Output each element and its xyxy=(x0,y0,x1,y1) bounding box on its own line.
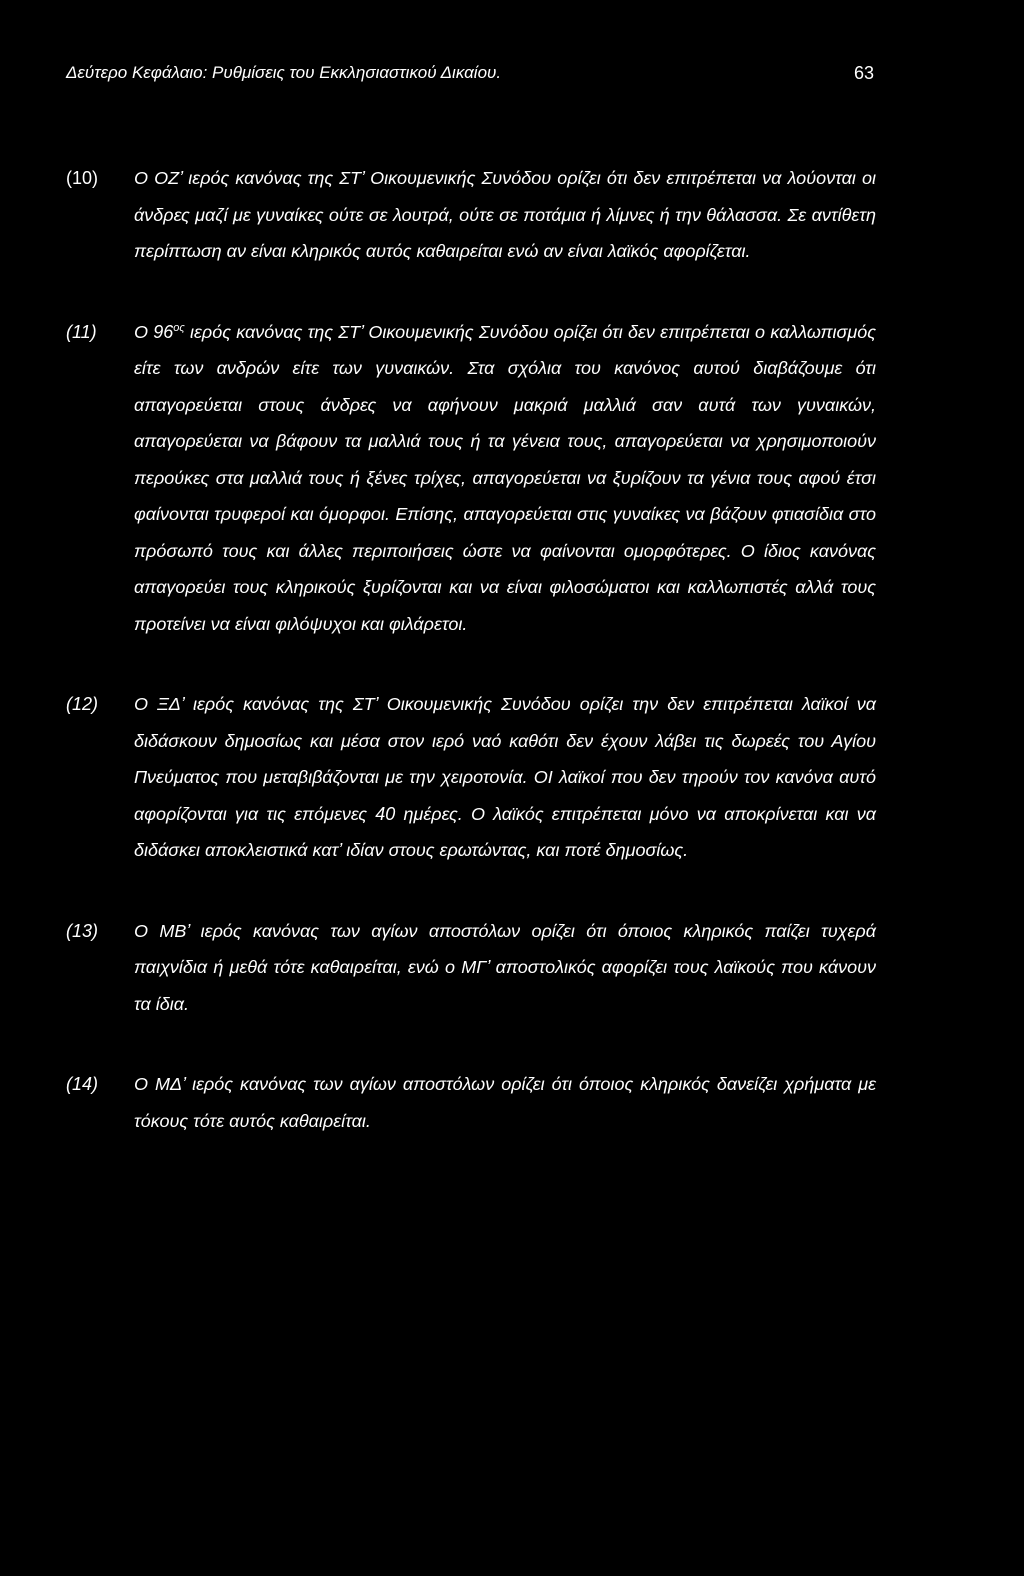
chapter-title: Δεύτερο Κεφάλαιο: Ρυθμίσεις του Εκκλησιαστικού Δικαίου. xyxy=(66,63,502,82)
footnote-13 xyxy=(66,913,876,1023)
footnote-number: (14) xyxy=(66,1074,99,1094)
footnote-number: (10) xyxy=(66,168,99,188)
footnote-number: (12) xyxy=(66,694,99,714)
footnote-10 xyxy=(66,160,876,270)
footnote-text xyxy=(134,314,876,643)
footnote-text-rest: ιερός κανόνας της ΣΤ’ Οικουμενικής Συνόδου ορίζει ότι δεν επιτρέπεται ο καλλωπισμός είτε των ανδρών είτε των γυναικών. Στα σχόλια του κανόνος αυτού διαβάζουμε ότι απαγορεύεται στους άνδρες να αφήνουν μακριά μαλλιά σαν αυτά των γυναικών, απαγορεύεται να βάφουν τα μαλλιά τους ή τα γένεια τους, απαγορεύεται να χρησιμοποιούν περούκες στα μαλλιά τους ή ξένες τρίχες, απαγορεύεται να ξυρίζουν τα γένια τους αφού έτσι φαίνονται τρυφεροί και όμορφοι. Επίσης, απαγορεύεται στις γυναίκες να βάζουν φτιασίδια στο πρόσωπό τους και άλλες περιποιήσεις ώστε να φαίνονται ομορφότερες. Ο ίδιος κανόνας απαγορεύει τους κληρικούς ξυρίζονται και να είναι φιλοσώματοι και καλλωπιστές αλλά τους προτείνει να είναι φιλόψυχοι και φιλάρετοι. xyxy=(134,321,876,634)
ordinal-suffix: ος xyxy=(173,321,185,334)
footnote-number: (13) xyxy=(66,920,99,941)
page-header xyxy=(66,58,874,88)
footnote-text: Ο ΞΔ’ ιερός κανόνας της ΣΤ’ Οικουμενικής Συνόδου ορίζει την δεν επιτρέπεται λαϊκοί να διδάσκουν δημοσίως και μέσα στον ιερό ναό καθότι δεν έχουν λάβει τις δωρεές του Αγίου Πνεύματος που μεταβιβάζονται με την χειροτονία. ΟΙ λαϊκοί που δεν τηρούν τον κανόνα αυτό αφορίζονται για τις επόμενες 40 ημέρες. Ο λαϊκός επιτρέπεται μόνο να αποκρίνεται και να διδάσκει αποκλειστικά κατ’ ιδίαν στους ερωτώντας, και ποτέ δημοσίως. xyxy=(134,694,876,860)
footnote-12 xyxy=(66,686,876,869)
page-number: 63 xyxy=(853,62,874,83)
footnote-14 xyxy=(66,1066,876,1139)
footnote-number: (11) xyxy=(66,321,97,342)
footnote-text: Ο ΜΔ’ ιερός κανόνας των αγίων αποστόλων ορίζει ότι όποιος κληρικός δανείζει χρήματα με τόκους τότε αυτός καθαιρείται. xyxy=(134,1074,876,1131)
footnote-text-start: Ο 96 xyxy=(134,321,174,342)
footnotes-list xyxy=(66,160,876,1183)
footnote-11 xyxy=(66,314,876,643)
footnote-text: Ο ΜΒ’ ιερός κανόνας των αγίων αποστόλων ορίζει ότι όποιος κληρικός παίζει τυχερά παιχνίδια ή μεθά τότε καθαιρείται, ενώ ο ΜΓ’ αποστολικός αφορίζει τους λαϊκούς που κάνουν τα ίδια. xyxy=(134,920,876,1014)
footnote-text: Ο ΟΖ’ ιερός κανόνας της ΣΤ’ Οικουμενικής Συνόδου ορίζει ότι δεν επιτρέπεται να λούονται οι άνδρες μαζί με γυναίκες ούτε σε λουτρά, ούτε σε ποτάμια ή λίμνες ή την θάλασσα. Σε αντίθετη περίπτωση αν είναι κληρικός αυτός καθαιρείται ενώ αν είναι λαϊκός αφορίζεται. xyxy=(134,168,876,261)
